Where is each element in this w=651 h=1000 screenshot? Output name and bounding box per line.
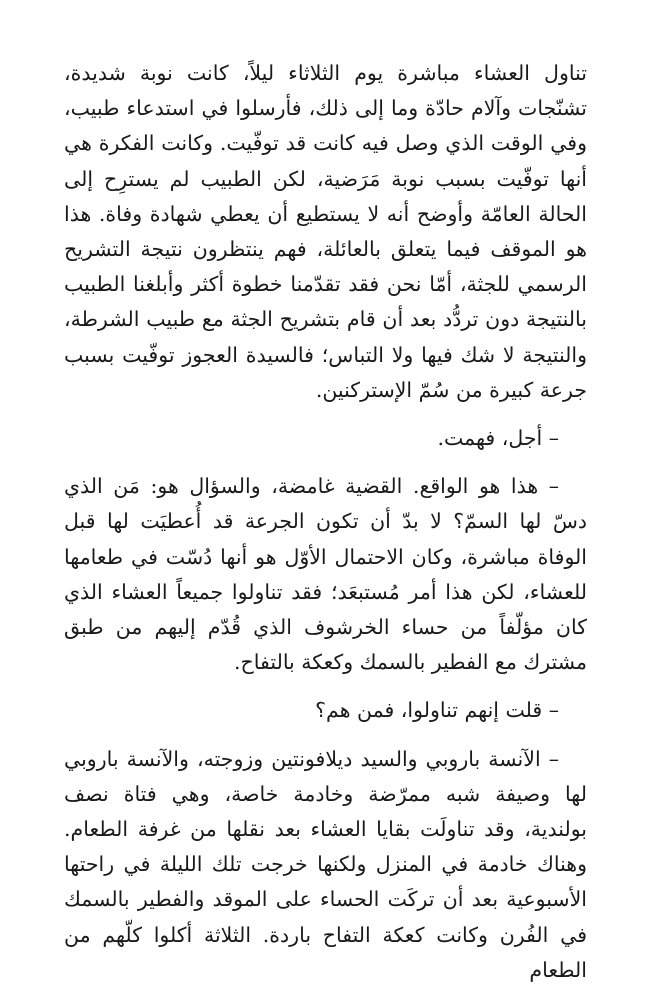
paragraph-dialogue-question: – قلت إنهم تناولوا، فمن هم؟ bbox=[315, 698, 559, 723]
book-page bbox=[64, 56, 587, 1000]
paragraph-dialogue-mystery: – هذا هو الواقع. القضية غامضة، والسؤال هو: مَن الذي دسّ لها السمّ؟ لا بدّ أن تكون الجرعة قد أُعطيَت لها قبل الوفاة مباشرة، وكان الاحتمال الأوّل هو أنها دُسّت في طعامها للعشاء، لكن هذا أمر مُستبعَد؛ فقد تناولوا جميعاً العشاء الذي كان مؤلّفاً من حساء الخرشوف الذي قُدّم إليهم من طبق مشترك مع الفطير بالسمك وكعكة بالتفاح. bbox=[64, 474, 587, 675]
paragraph-dialogue-household: – الآنسة باروبي والسيد ديلافونتين وزوجته، والآنسة باروبي لها وصيفة شبه ممرّضة وخادمة خاصة، وهي فتاة نصف بولندية، وقد تناولَت بقايا العشاء بعد نقلها من غرفة الطعام. وهناك خادمة في المنزل ولكنها خرجت تلك الليلة في راحتها الأسبوعية بعد أن تركَت الحساء على الموقد والفطير بالسمك في الفُرن وكانت كعكة التفاح باردة. الثلاثة أكلوا كلّهم من الطعام bbox=[64, 746, 587, 982]
paragraph-narration: تناول العشاء مباشرة يوم الثلاثاء ليلاً، كانت نوبة شديدة، تشنّجات وآلام حادّة وما إلى ذلك، فأرسلوا في استدعاء طبيب، وفي الوقت الذي وصل فيه كانت قد توفّيت. وكانت الفكرة هي أنها توفّيت بسبب نوبة مَرَضية، لكن الطبيب لم يسترِح إلى الحالة العامّة وأوضح أنه لا يستطيع أن يعطي شهادة وفاة. هذا هو الموقف فيما يتعلق بالعائلة، فهم ينتظرون نتيجة التشريح الرسمي للجثة، أمّا نحن فقد تقدّمنا خطوة أكثر وأبلغنا الطبيب بالنتيجة دون تردُّد بعد أن قام بتشريح الجثة مع طبيب الشرطة، والنتيجة لا شك فيها ولا التباس؛ فالسيدة العجوز توفّيت بسبب جرعة كبيرة من سُمّ الإستركنين. bbox=[64, 61, 587, 402]
paragraph-dialogue-understood: – أجل، فهمت. bbox=[437, 426, 559, 451]
